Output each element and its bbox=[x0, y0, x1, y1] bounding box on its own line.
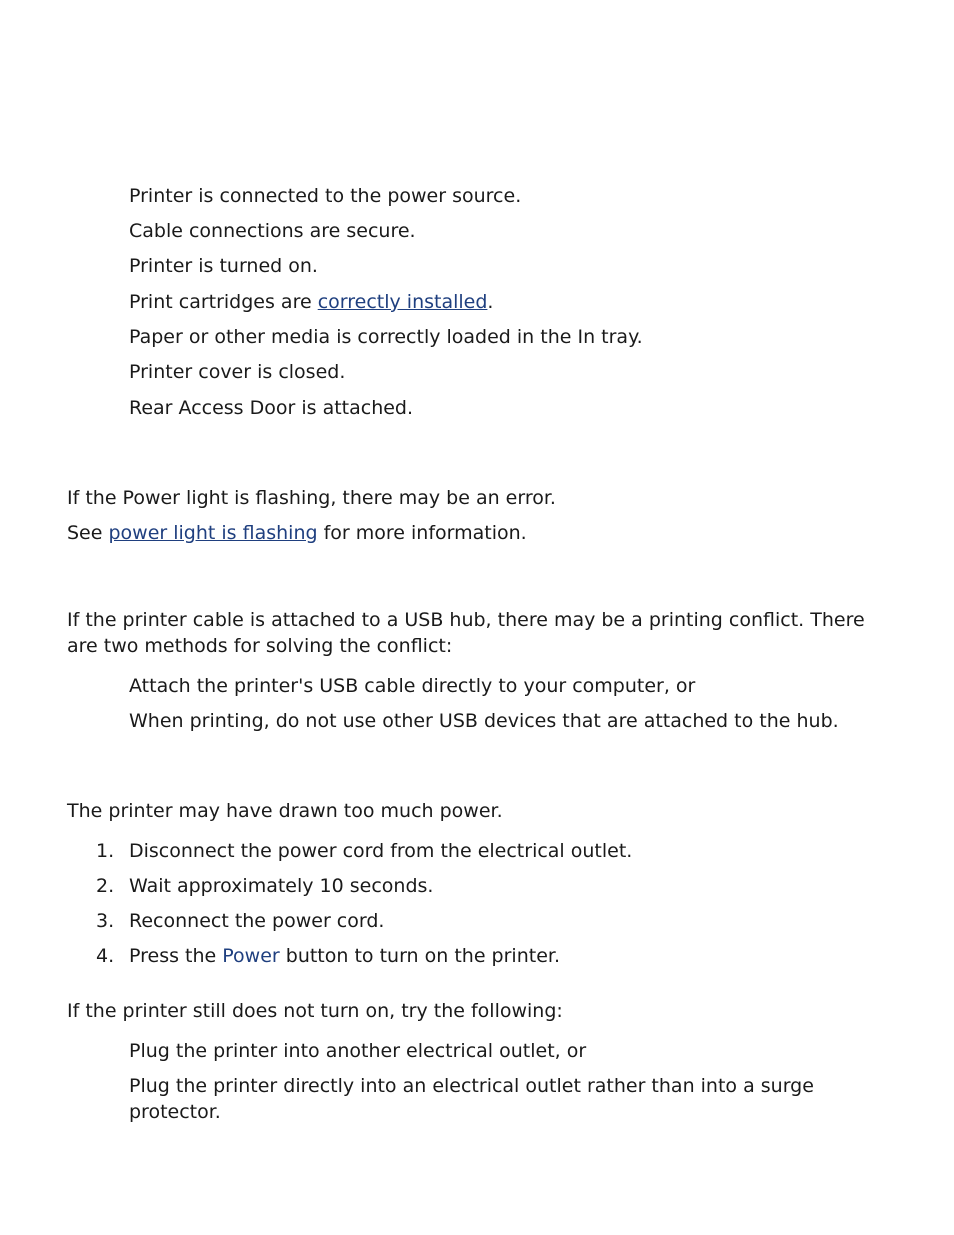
still-off-option-direct-line2: protector. bbox=[129, 1101, 221, 1123]
power-light-see-text: See bbox=[67, 522, 109, 544]
power-light-flashing-link[interactable]: power light is flashing bbox=[108, 522, 318, 544]
checklist-item-rear-door: Rear Access Door is attached. bbox=[129, 397, 414, 419]
usb-hub-intro-line2: are two methods for solving the conflict: bbox=[67, 635, 453, 657]
power-button-label: Power bbox=[222, 945, 280, 967]
power-light-text: If the Power light is flashing, there may be an error. bbox=[67, 487, 556, 509]
power-light-see-more bbox=[67, 520, 527, 546]
correctly-installed-link[interactable]: correctly installed bbox=[317, 291, 488, 313]
usb-hub-intro-line1: If the printer cable is attached to a USB hub, there may be a printing conflict. There bbox=[67, 609, 865, 631]
checklist-item-turned-on: Printer is turned on. bbox=[129, 255, 318, 277]
checklist-item-paper: Paper or other media is correctly loaded in the In tray. bbox=[129, 326, 643, 348]
step-text bbox=[129, 943, 560, 969]
checklist-item-cartridges-text: Print cartridges are bbox=[129, 291, 318, 313]
checklist-item-cover: Printer cover is closed. bbox=[129, 361, 346, 383]
step-text: Reconnect the power cord. bbox=[129, 910, 385, 932]
usb-hub-option-direct: Attach the printer's USB cable directly to your computer, or bbox=[129, 675, 696, 697]
step-number: 1. bbox=[96, 840, 115, 862]
step-number: 4. bbox=[96, 945, 115, 967]
step-text-pre: Press the bbox=[129, 945, 223, 967]
checklist-item-cartridges-period: . bbox=[487, 291, 494, 313]
step-text: Disconnect the power cord from the electrical outlet. bbox=[129, 840, 633, 862]
checklist-item-power-source: Printer is connected to the power source. bbox=[129, 185, 522, 207]
too-much-power-intro: The printer may have drawn too much power. bbox=[67, 800, 503, 822]
checklist-item-cable: Cable connections are secure. bbox=[129, 220, 416, 242]
still-off-option-another-outlet: Plug the printer into another electrical outlet, or bbox=[129, 1040, 587, 1062]
step-text-post: button to turn on the printer. bbox=[279, 945, 560, 967]
still-off-option-direct-line1: Plug the printer directly into an electrical outlet rather than into a surge bbox=[129, 1075, 814, 1097]
step-number: 2. bbox=[96, 875, 115, 897]
checklist-item-cartridges bbox=[129, 289, 493, 315]
usb-hub-option-no-other-devices: When printing, do not use other USB devices that are attached to the hub. bbox=[129, 710, 839, 732]
step-text: Wait approximately 10 seconds. bbox=[129, 875, 434, 897]
still-off-intro: If the printer still does not turn on, try the following: bbox=[67, 1000, 563, 1022]
power-light-more-info-text: for more information. bbox=[317, 522, 527, 544]
step-number: 3. bbox=[96, 910, 115, 932]
